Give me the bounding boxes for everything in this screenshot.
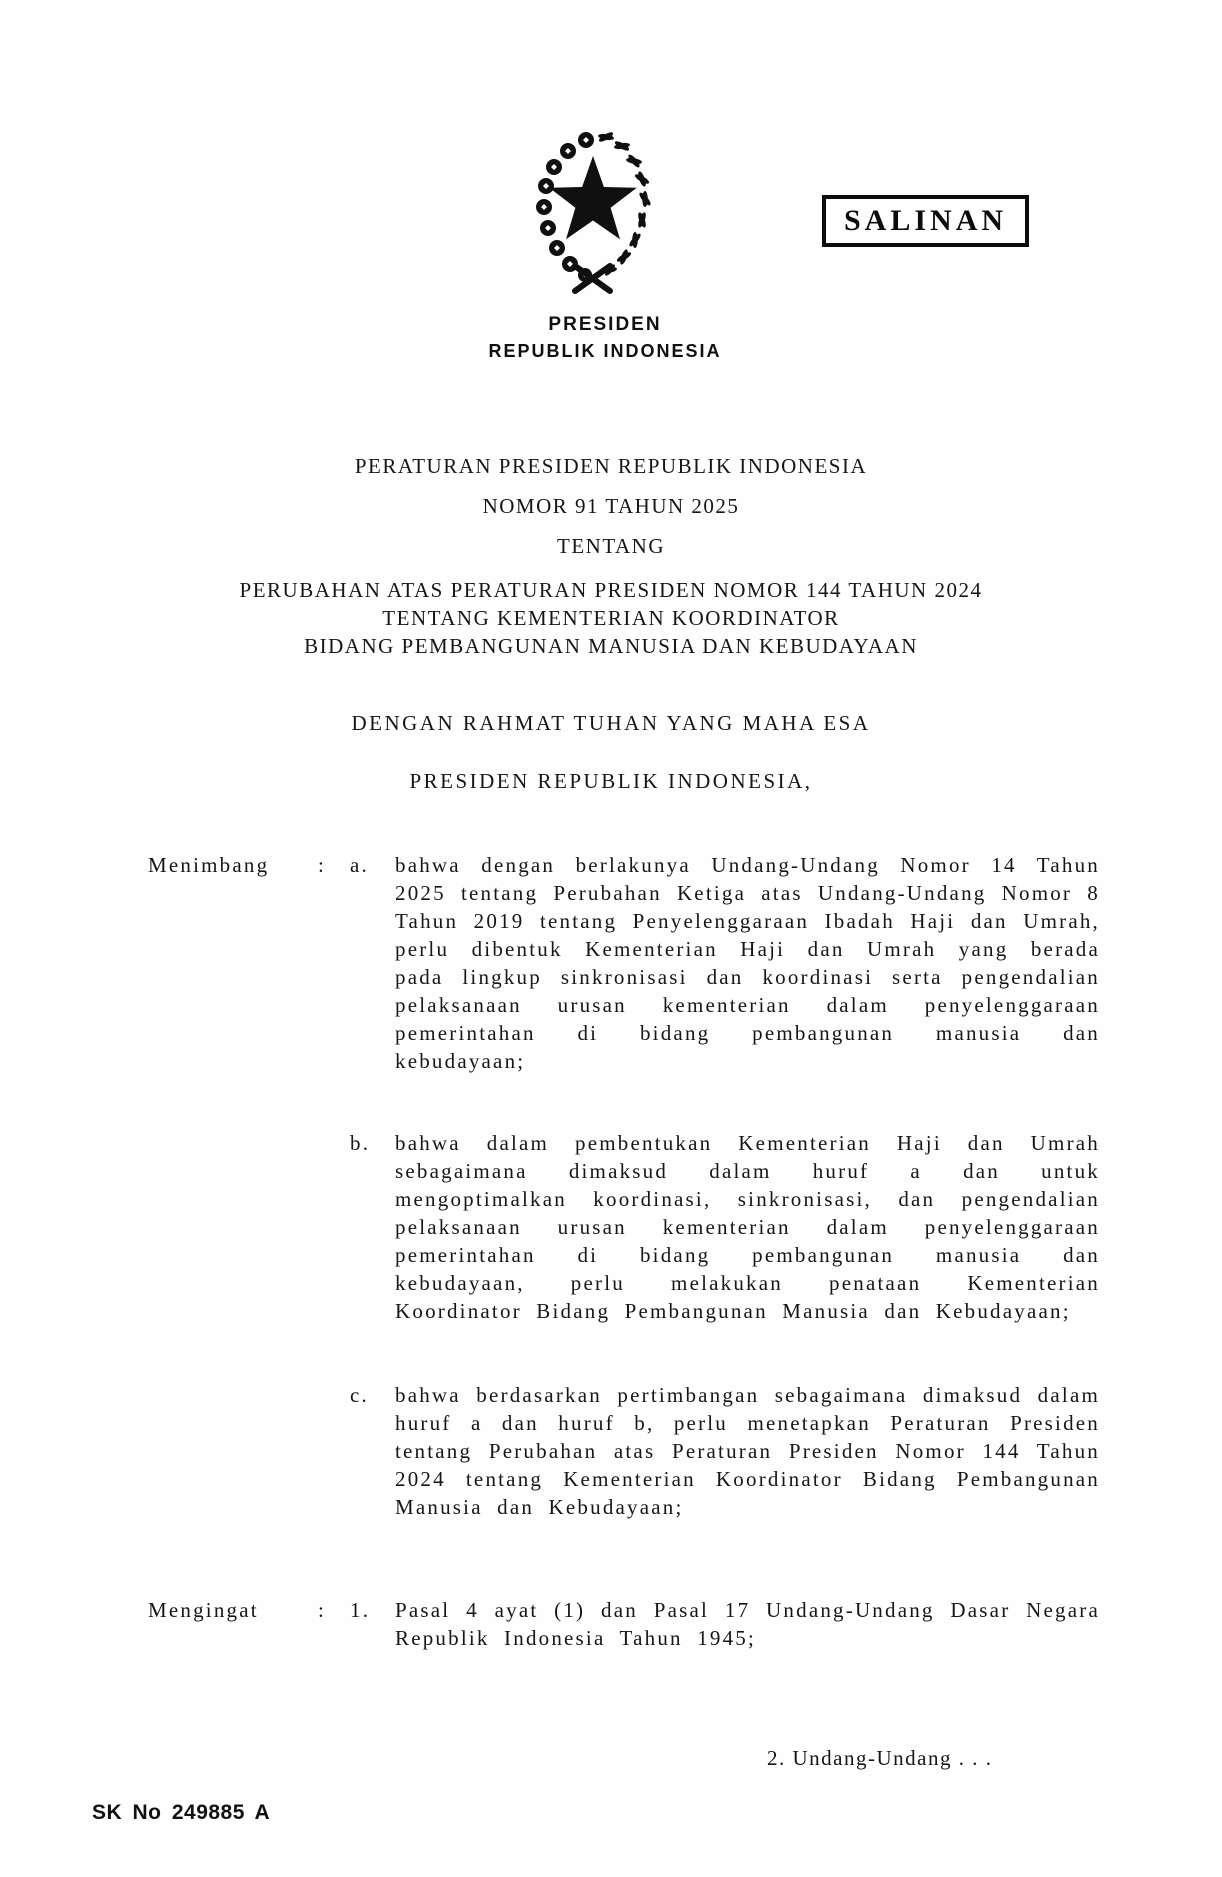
star-icon bbox=[549, 156, 636, 239]
clause-label-menimbang: Menimbang bbox=[148, 853, 270, 877]
item-marker-1: 1. bbox=[350, 1598, 371, 1622]
item-marker-c: c. bbox=[350, 1383, 369, 1407]
letterhead-presiden: PRESIDEN bbox=[548, 314, 662, 335]
star-wreath-emblem-icon bbox=[510, 124, 676, 306]
title-line-1: PERATURAN PRESIDEN REPUBLIK INDONESIA bbox=[354, 454, 868, 478]
item-text-1: Pasal 4 ayat (1) dan Pasal 17 Undang-Undang Dasar Negara Republik Indonesia Tahun 1945; bbox=[395, 1598, 1100, 1650]
invocation-line: DENGAN RAHMAT TUHAN YANG MAHA ESA bbox=[351, 711, 871, 735]
item-text-a: bahwa dengan berlakunya Undang-Undang Nomor 14 Tahun 2025 tentang Perubahan Ketiga atas Undang-Undang Nomor 8 Tahun 2019 tentang Penyelenggaraan Ibadah Haji dan Umrah, perlu dibentuk Kementerian Haji dan Umrah yang berada pada lingkup sinkronisasi dan koordinasi serta pengendalian pelaksanaan urusan kementerian dalam penyelenggaraan pemerintahan di bidang pembangunan manusia dan kebudayaan; bbox=[395, 853, 1100, 1073]
presidential-emblem bbox=[510, 124, 676, 306]
clause-colon: : bbox=[318, 1598, 327, 1622]
item-text-c: bahwa berdasarkan pertimbangan sebagaimana dimaksud dalam huruf a dan huruf b, perlu menetapkan Peraturan Presiden tentang Perubahan atas Peraturan Presiden Nomor 144 Tahun 2024 tentang Kementerian Koordinator Bidang Pembangunan Manusia dan Kebudayaan; bbox=[395, 1383, 1100, 1519]
clause-label-mengingat: Mengingat bbox=[148, 1598, 259, 1622]
clause-item-c bbox=[350, 1381, 1100, 1521]
clause-colon: : bbox=[318, 853, 327, 877]
letterhead-republik-indonesia: REPUBLIK INDONESIA bbox=[488, 341, 722, 361]
title-line-4: PERUBAHAN ATAS PERATURAN PRESIDEN NOMOR 144 TAHUN 2024 bbox=[239, 578, 983, 602]
title-line-5: TENTANG KEMENTERIAN KOORDINATOR bbox=[382, 606, 840, 630]
title-line-2: NOMOR 91 TAHUN 2025 bbox=[482, 494, 740, 518]
authority-line: PRESIDEN REPUBLIK INDONESIA, bbox=[409, 769, 813, 793]
clause-menimbang bbox=[148, 851, 1100, 1075]
salinan-stamp: SALINAN bbox=[822, 195, 1029, 247]
clause-mengingat bbox=[148, 1596, 1100, 1652]
regulation-title bbox=[211, 446, 1011, 660]
title-line-6: BIDANG PEMBANGUNAN MANUSIA DAN KEBUDAYAAN bbox=[304, 634, 918, 658]
continuation-note: 2. Undang-Undang . . . bbox=[767, 1746, 993, 1770]
item-marker-a: a. bbox=[350, 853, 369, 877]
doc-code: SK No 249885 A bbox=[92, 1801, 271, 1824]
item-marker-b: b. bbox=[350, 1131, 371, 1155]
clause-item-b bbox=[350, 1129, 1100, 1325]
title-line-3: TENTANG bbox=[557, 534, 665, 558]
item-text-b: bahwa dalam pembentukan Kementerian Haji dan Umrah sebagaimana dimaksud dalam huruf a dan untuk mengoptimalkan koordinasi, sinkronisasi, dan pengendalian pelaksanaan urusan kementerian dalam penyelenggaraan pemerintahan di bidang pembangunan manusia dan kebudayaan, perlu melakukan penataan Kementerian Koordinator Bidang Pembangunan Manusia dan Kebudayaan; bbox=[395, 1131, 1100, 1323]
